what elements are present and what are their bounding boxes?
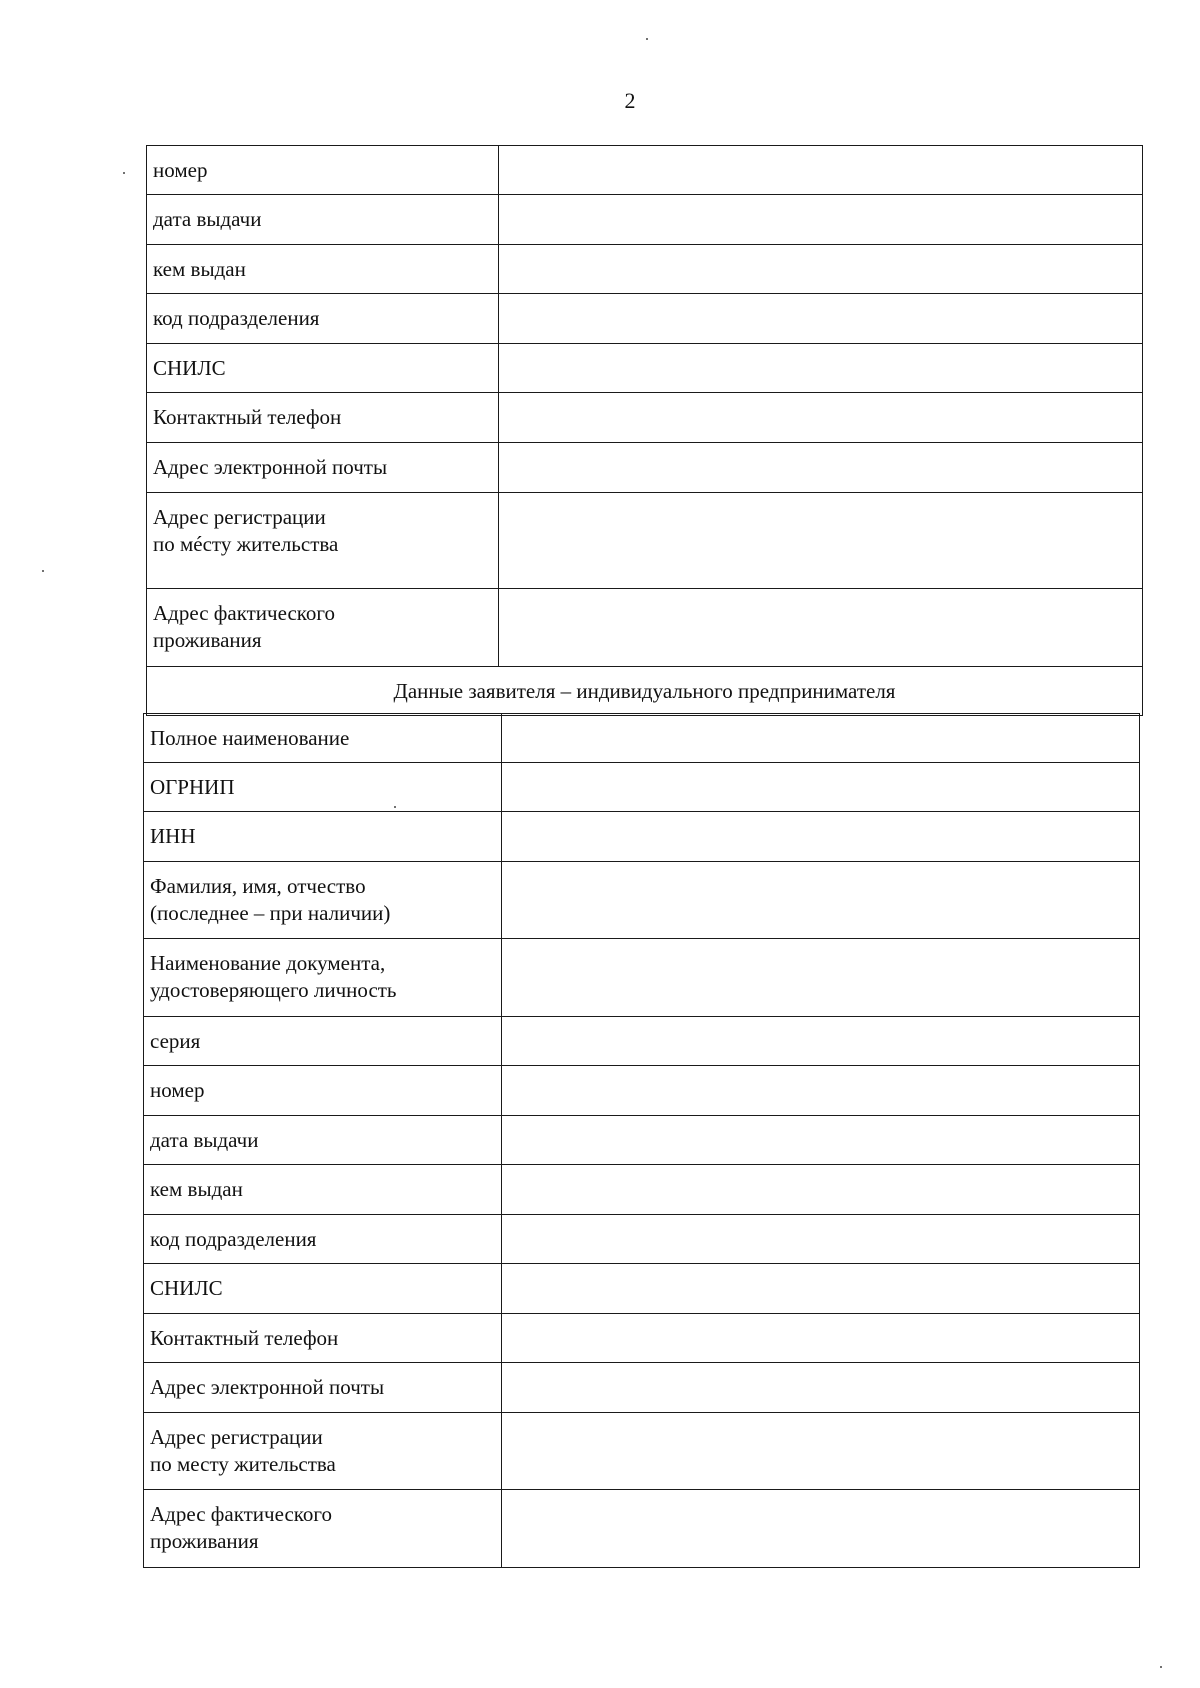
form-row (147, 146, 1143, 195)
field-label-line: Адрес электронной почты (150, 1375, 385, 1399)
field-label-line: удостоверяющего личность (150, 978, 397, 1002)
ip-details-body (144, 714, 1140, 1568)
field-label-line: ОГРНИП (150, 774, 235, 799)
field-label-line: Адрес регистрации (150, 1425, 323, 1449)
field-label (144, 1363, 502, 1413)
field-label (144, 1017, 502, 1066)
field-label-line: серия (150, 1028, 201, 1053)
field-value[interactable] (502, 1363, 1140, 1413)
field-value[interactable] (499, 245, 1143, 294)
form-row (147, 245, 1143, 294)
scan-speck (394, 806, 396, 808)
field-label-line: Контактный телефон (150, 1325, 339, 1350)
form-row (144, 1215, 1140, 1264)
form-row (144, 862, 1140, 939)
field-label (144, 1264, 502, 1314)
field-label (147, 443, 499, 493)
form-row (144, 1363, 1140, 1413)
form-row (144, 1017, 1140, 1066)
field-label-line: по мéсту жительства (153, 532, 339, 556)
form-row (147, 493, 1143, 589)
field-label-line: код подразделения (150, 1226, 317, 1251)
field-value[interactable] (502, 1165, 1140, 1215)
applicant-details-body (147, 146, 1143, 667)
field-label (144, 1215, 502, 1264)
field-label (147, 294, 499, 344)
field-label (147, 146, 499, 195)
applicant-details-table (146, 145, 1143, 716)
form-row (147, 195, 1143, 245)
field-value[interactable] (499, 195, 1143, 245)
field-label (147, 589, 499, 667)
form-row (144, 1490, 1140, 1568)
field-value[interactable] (502, 862, 1140, 939)
form-row (144, 1413, 1140, 1490)
field-label-line: кем выдан (153, 256, 246, 281)
field-label-line: номер (153, 157, 208, 182)
field-label (147, 493, 499, 589)
form-row (147, 393, 1143, 443)
field-label-line: Фамилия, имя, отчество (150, 874, 366, 898)
field-value[interactable] (502, 1017, 1140, 1066)
field-label-line: Адрес регистрации (153, 505, 326, 529)
scan-speck (646, 38, 648, 40)
field-label-line: СНИЛС (153, 355, 226, 380)
field-label (144, 812, 502, 862)
form-row (147, 589, 1143, 667)
field-value[interactable] (499, 294, 1143, 344)
field-label (144, 1116, 502, 1165)
field-label-line: проживания (150, 1529, 259, 1553)
field-label-line: Адрес фактического (153, 601, 335, 625)
field-value[interactable] (499, 443, 1143, 493)
section-header-ip: Данные заявителя – индивидуального предпринимателя (147, 667, 1143, 716)
field-label (144, 1490, 502, 1568)
form-row (144, 812, 1140, 862)
field-label-line: Наименование документа, (150, 951, 386, 975)
form-row (144, 1165, 1140, 1215)
field-value[interactable] (499, 146, 1143, 195)
field-label-line: СНИЛС (150, 1276, 223, 1300)
form-row (144, 1116, 1140, 1165)
field-label (144, 862, 502, 939)
field-value[interactable] (499, 344, 1143, 393)
field-label (144, 1165, 502, 1215)
ip-details-table (143, 713, 1140, 1568)
form-row (144, 763, 1140, 812)
field-label (144, 1314, 502, 1363)
field-label-line: код подразделения (153, 306, 320, 330)
field-label-line: кем выдан (150, 1177, 243, 1201)
field-value[interactable] (502, 1490, 1140, 1568)
field-label-line: Адрес электронной почты (153, 455, 388, 479)
field-label (144, 763, 502, 812)
field-value[interactable] (502, 1116, 1140, 1165)
field-label (147, 344, 499, 393)
field-label-line: Контактный телефон (153, 405, 342, 429)
form-row (147, 294, 1143, 344)
field-label-line: дата выдачи (150, 1127, 259, 1152)
form-row (144, 939, 1140, 1017)
form-row (144, 1066, 1140, 1116)
section-header-row (147, 667, 1143, 716)
ip-header-body (147, 667, 1143, 716)
field-label (147, 393, 499, 443)
field-label (144, 939, 502, 1017)
field-value[interactable] (502, 1314, 1140, 1363)
page-number: 2 (624, 88, 636, 113)
form-row (147, 443, 1143, 493)
field-label-line: дата выдачи (153, 207, 262, 231)
field-label-line: по месту жительства (150, 1452, 336, 1476)
field-label-line: (последнее – при наличии) (150, 901, 391, 925)
field-value[interactable] (502, 1264, 1140, 1314)
field-label-line: проживания (153, 628, 262, 652)
field-label (144, 1413, 502, 1490)
field-label (144, 1066, 502, 1116)
field-value[interactable] (499, 393, 1143, 443)
field-value[interactable] (502, 763, 1140, 812)
field-value[interactable] (502, 1215, 1140, 1264)
form-row (144, 1314, 1140, 1363)
field-value[interactable] (499, 493, 1143, 589)
field-value[interactable] (499, 589, 1143, 667)
field-label-line: номер (150, 1078, 205, 1102)
field-value[interactable] (502, 939, 1140, 1017)
field-label-line: ИНН (150, 824, 196, 848)
field-label (144, 714, 502, 763)
field-label-line: Полное наименование (150, 725, 350, 750)
scan-speck (123, 172, 125, 174)
field-label (147, 245, 499, 294)
field-value[interactable] (502, 714, 1140, 763)
form-row (144, 714, 1140, 763)
field-label (147, 195, 499, 245)
form-row (144, 1264, 1140, 1314)
form-row (147, 344, 1143, 393)
scan-speck (1160, 1666, 1162, 1668)
field-value[interactable] (502, 1066, 1140, 1116)
field-value[interactable] (502, 1413, 1140, 1490)
scan-speck (42, 570, 44, 572)
field-value[interactable] (502, 812, 1140, 862)
field-label-line: Адрес фактического (150, 1502, 332, 1526)
